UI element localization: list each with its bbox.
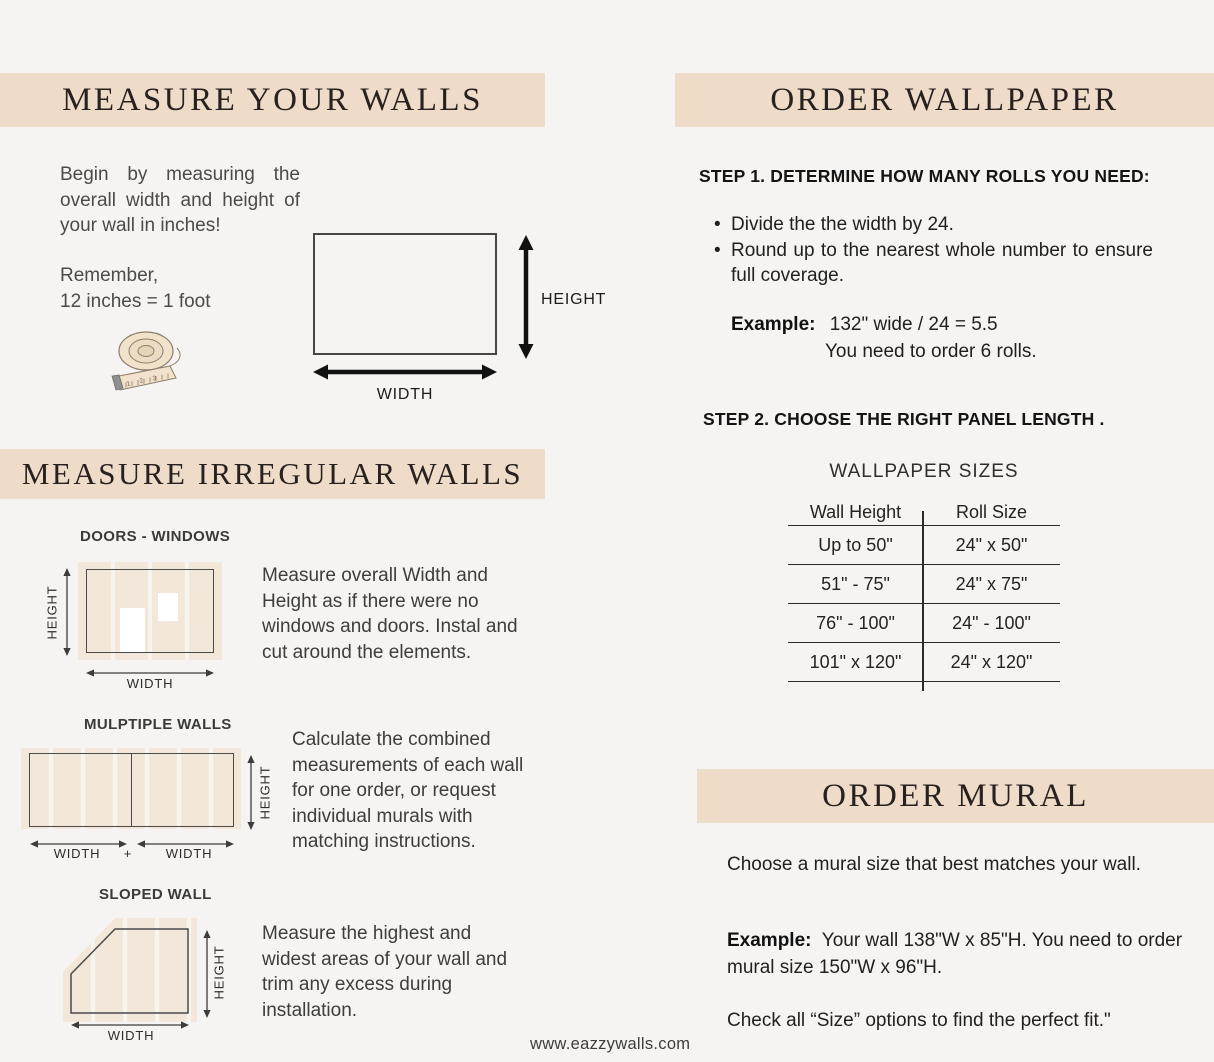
multiple-walls-text: Calculate the combined measurements of each wall for one order, or request individual murals with matching instructions. — [292, 729, 524, 852]
measure-walls-title: MEASURE YOUR WALLS — [62, 81, 483, 118]
roll-size-cell: 24" x 120" — [950, 651, 1033, 672]
roll-size-cell: 24" - 100" — [952, 612, 1031, 633]
wall-height-cell: 101" x 120" — [809, 651, 902, 672]
multiple-walls-width-label-left: WIDTH — [53, 846, 101, 861]
column-header-roll-size: Roll Size — [955, 502, 1028, 522]
tape-number: 3 — [152, 374, 157, 383]
tape-number: 1 — [126, 380, 131, 388]
remember-note — [60, 263, 300, 314]
tape-number: 2 — [139, 377, 144, 385]
wallpaper-sizes-table-title: WALLPAPER SIZES — [829, 461, 1019, 482]
tape-measure-icon — [106, 326, 190, 398]
sloped-wall-outline — [64, 922, 194, 1018]
wall-rectangle-diagram — [313, 233, 497, 355]
multiple-walls-right-wall — [131, 753, 234, 827]
height-label: HEIGHT — [541, 291, 607, 308]
order-mural-intro: Choose a mural size that best matches your wall. — [727, 854, 1141, 875]
order-wallpaper-title: ORDER WALLPAPER — [770, 81, 1119, 118]
bullet-item: • Divide the the width by 24. — [712, 212, 1153, 238]
measure-walls-header-band — [0, 73, 545, 127]
roll-size-cell: 24" x 75" — [955, 573, 1028, 594]
doors-windows-width-label: WIDTH — [126, 676, 174, 691]
doors-windows-height-arrow — [61, 568, 73, 656]
sloped-wall-height-label: HEIGHT — [211, 945, 227, 1000]
example-calculation: 132" wide / 24 = 5.5 — [829, 314, 998, 335]
wall-height-cell: 51" - 75" — [821, 573, 890, 594]
height-arrow — [517, 235, 535, 359]
table-row — [788, 643, 1060, 682]
table-row — [788, 565, 1060, 604]
example-label: Example: — [731, 314, 816, 335]
step1-example — [731, 312, 1037, 365]
multiple-walls-plus: + — [123, 846, 133, 861]
wall-height-cell: 76" - 100" — [816, 612, 895, 633]
table-column-divider — [922, 511, 924, 691]
wallpaper-sizes-table — [788, 500, 1060, 682]
doors-windows-text: Measure overall Width and Height as if there were no windows and doors. Instal and cut around the elements. — [262, 565, 518, 663]
doors-windows-wall-outline — [86, 569, 214, 653]
measure-walls-intro: Begin by measuring the overall width and height of your wall in inches! — [60, 164, 300, 236]
bullet-item: • Round up to the nearest whole number to ensure full coverage. — [712, 238, 1153, 289]
step1-bullet-list — [712, 212, 1153, 289]
width-arrow — [313, 363, 497, 381]
irregular-walls-header-band — [0, 449, 545, 499]
column-header-wall-height: Wall Height — [809, 502, 902, 522]
table-header-row — [788, 500, 1060, 526]
step2-heading: STEP 2. CHOOSE THE RIGHT PANEL LENGTH . — [703, 409, 1105, 429]
irregular-walls-title: MEASURE IRREGULAR WALLS — [21, 456, 524, 491]
sloped-wall-label: SLOPED WALL — [99, 886, 212, 903]
multiple-walls-height-label: HEIGHT — [257, 765, 273, 820]
table-row — [788, 526, 1060, 565]
step1-heading: STEP 1. DETERMINE HOW MANY ROLLS YOU NEED: — [699, 166, 1150, 186]
multiple-walls-left-wall — [29, 753, 132, 827]
width-label: WIDTH — [376, 386, 434, 403]
multiple-walls-height-arrow — [245, 755, 257, 830]
website-url: www.eazzywalls.com — [530, 1035, 691, 1053]
multiple-walls-label: MULPTIPLE WALLS — [84, 716, 232, 733]
roll-size-cell: 24" x 50" — [955, 534, 1028, 555]
remember-line1: Remember, — [60, 265, 159, 286]
door-shape — [120, 608, 145, 652]
order-mural-header-band — [697, 769, 1214, 823]
doors-windows-label: DOORS - WINDOWS — [80, 528, 231, 545]
order-mural-title: ORDER MURAL — [822, 777, 1089, 814]
multiple-walls-width-label-right: WIDTH — [165, 846, 213, 861]
table-row — [788, 604, 1060, 643]
remember-line2: 12 inches = 1 foot — [60, 290, 211, 312]
sloped-wall-width-label: WIDTH — [107, 1028, 155, 1043]
window-shape — [158, 593, 178, 621]
doors-windows-height-label: HEIGHT — [44, 585, 60, 640]
sloped-wall-text: Measure the highest and widest areas of your wall and trim any excess during installation. — [262, 923, 508, 1021]
order-mural-note: Check all “Size” options to find the perfect fit." — [727, 1010, 1111, 1031]
example-label: Example: — [727, 930, 812, 951]
wall-height-cell: Up to 50" — [818, 534, 893, 555]
example-result: You need to order 6 rolls. — [825, 341, 1037, 362]
order-mural-example — [727, 927, 1187, 981]
order-wallpaper-header-band — [675, 73, 1214, 127]
example-text: Your wall 138"W x 85"H. You need to order mural size 150"W x 96"H. — [727, 930, 1183, 978]
